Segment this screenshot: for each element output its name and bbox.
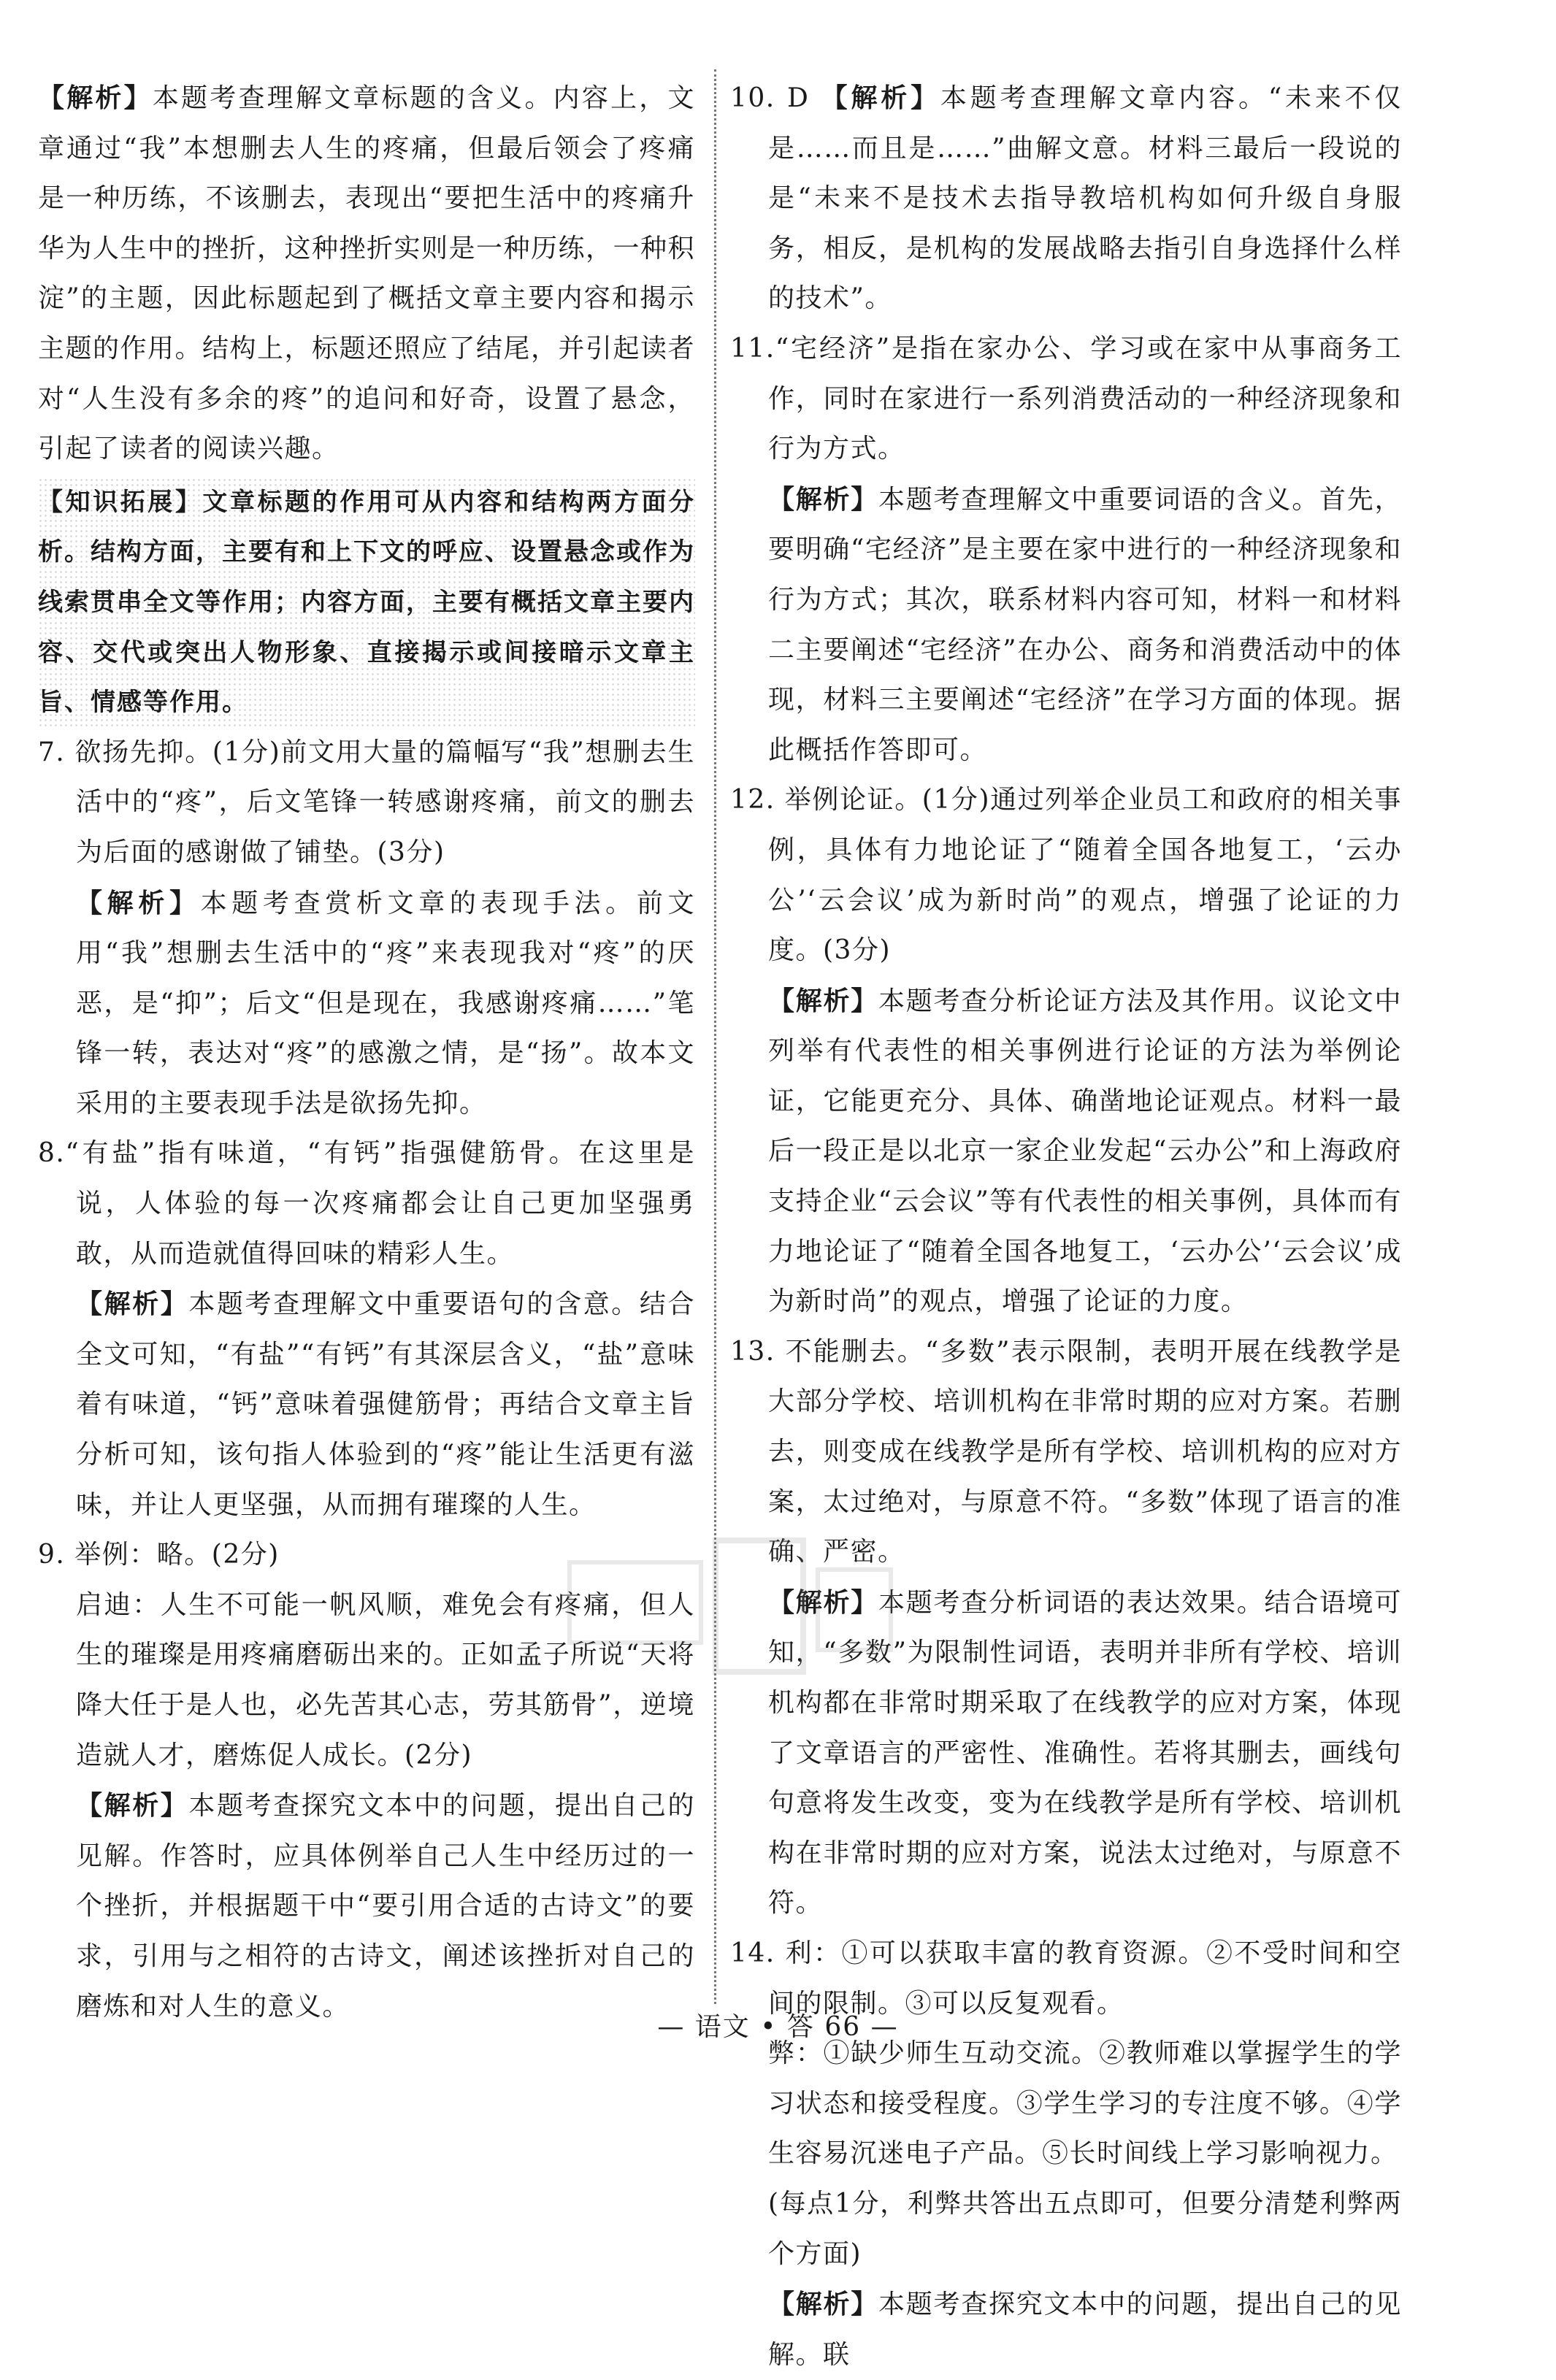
page-footer: — 语文 • 答 66 —: [657, 2012, 899, 2042]
extension-text: 文章标题的作用可从内容和结构两方面分析。结构方面，主要有和上下文的呼应、设置悬念或作为线索贯串全文等作用；内容方面，主要有概括文章主要内容、交代或突出人物形象、直接揭示或间接暗示文章主旨、情感等作用。: [38, 487, 696, 718]
q14-analysis-text: 本题考查探究文本中的问题，提出自己的见解。联: [768, 2289, 1402, 2370]
analysis-tag: 【解析】: [768, 1586, 878, 1618]
faint-watermark-stamp: [555, 1533, 905, 1679]
analysis-tag: 【解析】: [38, 82, 153, 113]
q12-answer: 12. 举例论证。(1分)通过列举企业员工和政府的相关事例，具体有力地论证了“随着全国各地复工，‘云办公’‘云会议’成为新时尚”的观点，增强了论证的力度。(3分): [730, 785, 1402, 966]
analysis-tag: 【解析】: [76, 887, 201, 918]
q11-analysis-text: 本题考查理解文中重要词语的含义。首先，要明确“宅经济”是主要在家中进行的一种经济现象和行为方式；其次，联系材料内容可知，材料一和材料二主要阐述“宅经济”在办公、商务和消费活动中的体现，材料三主要阐述“宅经济”在学习方面的体现。据此概括作答即可。: [768, 484, 1402, 765]
q11-analysis: [730, 475, 1402, 776]
q13-answer: 13. 不能删去。“多数”表示限制，表明开展在线教学是大部分学校、培训机构在非常时期的应对方案。若删去，则变成在线教学是所有学校、培训机构的应对方案，太过绝对，与原意不符。“多数”体现了语言的准确、严密。: [730, 1336, 1402, 1567]
left-column: [38, 73, 695, 2032]
q10-choice: 10. D: [730, 83, 810, 113]
q7-answer: 7. 欲扬先抑。(1分)前文用大量的篇幅写“我”想删去生活中的“疼”，后文笔锋一转感谢疼痛，前文的删去为后面的感谢做了铺垫。(3分): [38, 737, 695, 867]
analysis-tag: 【解析】: [768, 483, 878, 515]
q8-analysis: [38, 1279, 695, 1530]
q6-analysis: [38, 73, 695, 475]
q11-answer: 11.“宅经济”是指在家办公、学习或在家中从事商务工作，同时在家进行一系列消费活动的一种经济现象和行为方式。: [730, 333, 1402, 464]
column-divider: [714, 69, 716, 2004]
q9-analysis: [38, 1781, 695, 2032]
q7-analysis: [38, 878, 695, 1129]
q14-analysis: [730, 2279, 1402, 2380]
q8-answer: 8.“有盐”指有味道，“有钙”指强健筋骨。在这里是说，人体验的每一次疼痛都会让自己更加坚强勇敢，从而造就值得回味的精彩人生。: [38, 1138, 695, 1269]
q7-analysis-text: 本题考查赏析文章的表现手法。前文用“我”想删去生活中的“疼”来表现我对“疼”的厌恶，是“抑”；后文“但是现在，我感谢疼痛……”笔锋一转，表达对“疼”的感激之情，是“扬”。故本文采用的主要表现手法是欲扬先抑。: [76, 888, 695, 1118]
q10-analysis-text: 本题考查理解文章内容。“未来不仅是……而且是……”曲解文意。材料三最后一段说的是“未来不是技术去指导教培机构如何升级自身服务，相反，是机构的发展战略去指引自身选择什么样的技术”。: [768, 83, 1402, 314]
q9-answer: 9. 举例：略。(2分): [38, 1540, 280, 1570]
q13-analysis-text: 本题考查分析词语的表达效果。结合语境可知，“多数”为限制性词语，表明并非所有学校、培训机构都在非常时期采取了在线教学的应对方案，体现了文章语言的严密性、准确性。若将其删去，画线句句意将发生改变，变为在线教学是所有学校、培训机构在非常时期的应对方案，说法太过绝对，与原意不符。: [768, 1587, 1402, 1919]
analysis-tag: 【解析】: [821, 82, 940, 113]
q6-analysis-text: 本题考查理解文章标题的含义。内容上，文章通过“我”本想删去人生的疼痛，但最后领会了疼痛是一种历练，不该删去，表现出“要把生活中的疼痛升华为人生中的挫折，这种挫折实则是一种历练，一种积淀”的主题，因此标题起到了概括文章主要内容和揭示主题的作用。结构上，标题还照应了结尾，并引起读者对“人生没有多余的疼”的追问和好奇，设置了悬念，引起了读者的阅读兴趣。: [38, 83, 696, 464]
q14-answer: 14. 利：①可以获取丰富的教育资源。②不受时间和空间的限制。③可以反复观看。: [730, 1938, 1402, 2019]
q12-analysis-text: 本题考查分析论证方法及其作用。议论文中列举有代表性的相关事例进行论证的方法为举例论证，它能更充分、具体、确凿地论证观点。材料一最后一段正是以北京一家企业发起“云办公”和上海政府支持企业“云会议”等有代表性的相关事例，具体而有力地论证了“随着全国各地复工，‘云办公’‘云会议’成为新时尚”的观点，增强了论证的力度。: [768, 986, 1402, 1317]
q9-inspiration: 启迪：人生不可能一帆风顺，难免会有疼痛，但人生的璀璨是用疼痛磨砺出来的。正如孟子所说“天将降大任于是人也，必先苦其心志，劳其筋骨”，逆境造就人才，磨炼促人成长。(2分): [76, 1589, 695, 1770]
analysis-tag: 【解析】: [768, 985, 878, 1016]
q12-analysis: [730, 976, 1402, 1327]
q14-disadvantages: 弊：①缺少师生互动交流。②教师难以掌握学生的学习状态和接受程度。③学生学习的专注度不够。④学生容易沉迷电子产品。⑤长时间线上学习影响视力。: [768, 2038, 1402, 2169]
q8-analysis-text: 本题考查理解文中重要语句的含意。结合全文可知，“有盐”“有钙”有其深层含义，“盐”意味着有味道，“钙”意味着强健筋骨；再结合文章主旨分析可知，该句指人体验到的“疼”能让生活更有滋味，并让人更坚强，从而拥有璀璨的人生。: [76, 1289, 695, 1520]
analysis-tag: 【解析】: [76, 1790, 189, 1822]
q14-scoring-note: (每点1分，利弊共答出五点即可，但要分清楚利弊两个方面): [768, 2188, 1402, 2269]
analysis-tag: 【解析】: [76, 1289, 189, 1320]
analysis-tag: 【解析】: [768, 2289, 878, 2320]
q10-answer: [730, 73, 1402, 324]
extension-tag: 【知识拓展】: [38, 487, 203, 517]
knowledge-extension: [38, 477, 695, 728]
q9-analysis-text: 本题考查探究文本中的问题，提出自己的见解。作答时，应具体例举自己人生中经历过的一个挫折，并根据题干中“要引用合适的古诗文”的要求，引用与之相符的古诗文，阐述该挫折对自己的磨炼和对人生的意义。: [76, 1791, 695, 2022]
